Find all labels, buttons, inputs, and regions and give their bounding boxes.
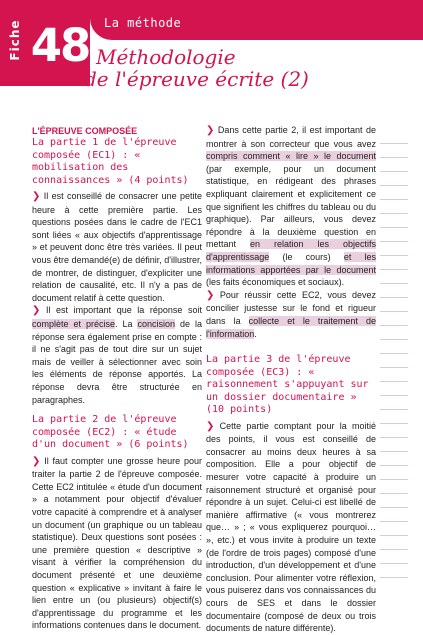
bullet-icon: ❯ (206, 420, 215, 432)
section-bar (90, 0, 423, 40)
text: (les faits économiques et sociaux). (206, 277, 345, 288)
text: Il faut compter une grosse heure pour traiter la partie 2 de l'épreuve composée. Cette EC2 intitulée « étude d'un document » a notamment pour objectif d'évaluer votre capacité à comprendre et à analyser un document (un graphique ou un tableau statistique). Deux questions sont posées : une première question « descriptive » visant à vérifier la compréhension du document présenté et une deuxième question « explicative » invitant à faire le lien entre un (ou plusieurs) objectif(s) d'apprentissage du programme et les informations contenues dans le document. (32, 455, 202, 631)
text: Cette partie comptant pour la moitié des points, il vous est conseillé de consacrer au moins deux heures à sa composition. Elle a pour objectif de mesurer votre capacité à produire un raisonnement structuré et organisé pour répondre à un sujet. Celui-ci est libellé de manière affirmative (« vous montrerez que… » ; « vous expliquerez pourquoi… », etc.) et vous invite à produire un texte (de l'ordre de trois pages) composé d'une introduction, d'un développement et d'une conclusion. Pour alimenter votre réflexion, vous puiserez dans vos connaissances du cours de SES et dans le dossier documentaire (composé de deux ou trois documents de nature différente). (206, 420, 376, 634)
text: (le cours) (269, 251, 344, 262)
text: de la réponse sera également prise en compte : il ne s'agit pas de tout dire sur un sujet mais de veiller à sélectionner avec soin les éléments de réponse apportés. La réponse devra être structurée en paragraphes. (32, 318, 202, 405)
highlight: compris comment « lire » le document (206, 151, 376, 162)
fiche-tab (0, 0, 30, 86)
highlight: collecte et le traitement de l'information (206, 315, 376, 339)
section-heading-ec3: La partie 3 de l'épreuve composée (EC3) : « raisonnement s'appuyant sur un dossier documentaire » (10 points) (206, 354, 369, 416)
fiche-number-block (30, 0, 90, 86)
highlight: et les informations apportées par le document (206, 251, 376, 275)
title-line-2: de l'épreuve écrite (2) (84, 67, 309, 91)
text: (par exemple, pour un document statistique, en rédigeant des phrases expliquant clairement et explicitement ce que signifient les chiffres du tableau ou du graphique). Par ailleurs, vous devez répondre à la deuxième question en mettant (206, 163, 376, 250)
title-line-1: Méthodologie (96, 45, 236, 69)
note-lines (380, 130, 408, 590)
bullet-icon: ❯ (206, 289, 215, 301)
paragraph-ec2-reading (206, 124, 376, 289)
section-label: La méthode (104, 16, 182, 30)
bullet-icon: ❯ (32, 191, 41, 202)
paragraph-ec2-success (206, 289, 376, 340)
text: Il est conseillé de consacrer une petite heure à cette première partie. Les questions posées dans le cadre de l'EC1 sont liées « aux objectifs d'apprentissage » et peuvent donc être très variées. Il peut vous être demandé(e) de définir, d'illustrer, de montrer, de distinguer, d'expliciter une relation de causalité, etc. Il n'y a pas de document relatif à cette question. (32, 191, 202, 303)
text: Dans cette partie 2, il est important de montrer à son correcteur que vous avez (206, 125, 376, 149)
bullet-icon: ❯ (206, 125, 215, 136)
paragraph-ec1-intro (32, 190, 202, 304)
column-left (32, 126, 202, 632)
bullet-icon: ❯ (32, 305, 41, 317)
bullet-icon: ❯ (32, 455, 41, 467)
text: . La (115, 318, 138, 329)
section-heading-ec1: La partie 1 de l'épreuve composée (EC1) : « mobilisation des connaissances » (4 points) (32, 137, 189, 186)
text: Pour réussir cette EC2, vous devez concilier justesse sur le fond et rigueur dans la (206, 289, 376, 326)
section-heading-ec2: La partie 2 de l'épreuve composée (EC2) : « étude d'un document » (6 points) (32, 414, 189, 451)
kicker-heading: L'ÉPREUVE COMPOSÉE (32, 126, 138, 136)
text: . (254, 328, 257, 339)
highlight: en relation les objectifs d'apprentissage (206, 239, 376, 262)
fiche-number: 48 (30, 19, 90, 72)
highlight: complète et précise (32, 318, 115, 329)
fiche-label: Fiche (8, 19, 22, 61)
paragraph-ec1-answer (32, 304, 202, 406)
highlight: concision (137, 318, 176, 329)
paragraph-ec3 (206, 420, 376, 635)
page-title (84, 45, 309, 91)
column-right (206, 124, 376, 635)
paragraph-ec2-intro (32, 455, 202, 632)
text: Il est important que la réponse soit (45, 305, 202, 316)
